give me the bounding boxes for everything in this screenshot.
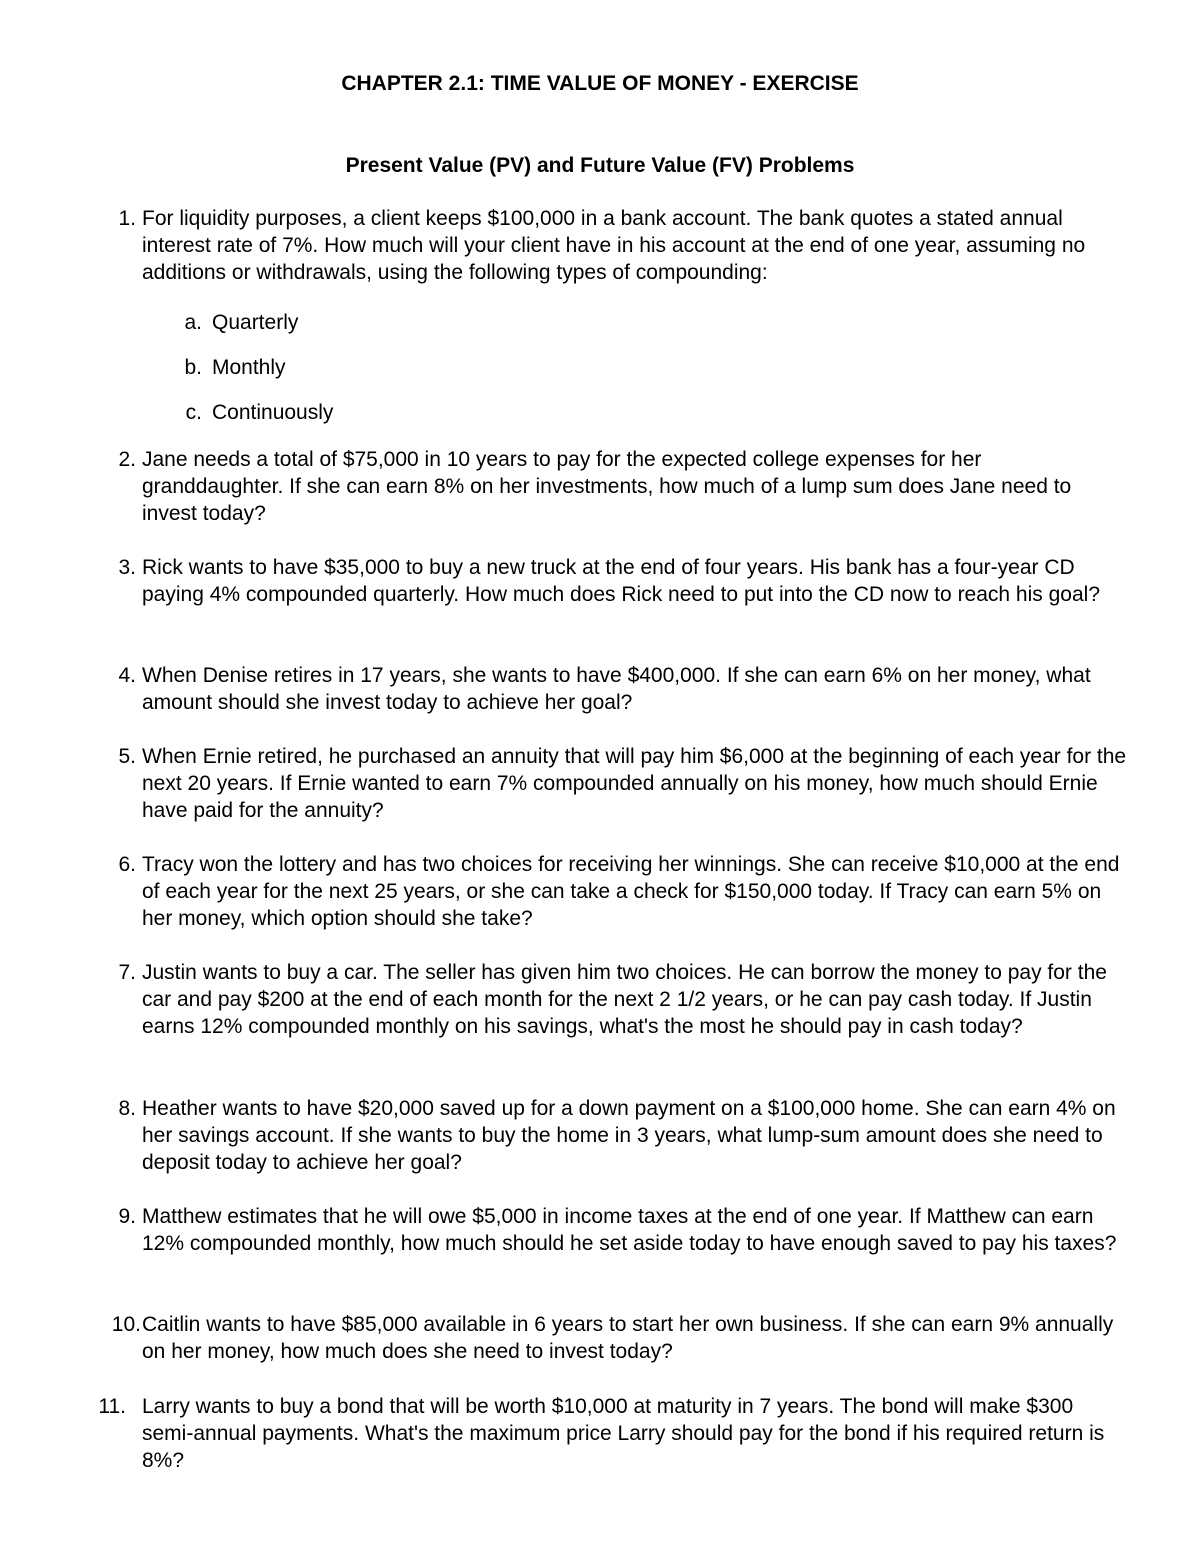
problem-7 <box>118 959 1127 1040</box>
problem-text: Rick wants to have $35,000 to buy a new truck at the end of four years. His bank has a four-year CD paying 4% compounded quarterly. How much does Rick need to put into the CD now to reach his goal? <box>142 556 1100 606</box>
subitem-c <box>185 399 334 426</box>
problem-number: 2. <box>118 448 136 471</box>
subitem-text: Quarterly <box>212 311 299 334</box>
problem-number: 1. <box>118 207 136 230</box>
problem-number: 9. <box>118 1205 136 1228</box>
problem-text: Heather wants to have $20,000 saved up for a down payment on a $100,000 home. She can earn 4% on her savings account. If she wants to buy the home in 3 years, what lump-sum amount does she need to deposit today to achieve her goal? <box>142 1097 1116 1174</box>
subitem-letter: b. <box>184 356 202 379</box>
problem-text: Larry wants to buy a bond that will be worth $10,000 at maturity in 7 years. The bond will make $300 semi-annual payments. What's the maximum price Larry should pay for the bond if his required return is 8%? <box>142 1395 1105 1472</box>
problem-number: 10. <box>111 1313 141 1336</box>
problem-text: For liquidity purposes, a client keeps $100,000 in a bank account. The bank quotes a stated annual interest rate of 7%. How much will your client have in his account at the end of one year, assuming no additions or withdrawals, using the following types of compounding: <box>142 207 1086 284</box>
problem-text: Matthew estimates that he will owe $5,000 in income taxes at the end of one year. If Matthew can earn 12% compounded monthly, how much should he set aside today to have enough saved to pay his taxes? <box>142 1205 1117 1255</box>
page-title: CHAPTER 2.1: TIME VALUE OF MONEY - EXERCISE <box>341 72 859 95</box>
problem-text: When Denise retires in 17 years, she wants to have $400,000. If she can earn 6% on her money, what amount should she invest today to achieve her goal? <box>142 664 1091 714</box>
problem-number: 4. <box>118 664 136 687</box>
problem-text: Caitlin wants to have $85,000 available in 6 years to start her own business. If she can earn 9% annually on her money, how much does she need to invest today? <box>142 1313 1114 1363</box>
subitem-text: Monthly <box>212 356 286 379</box>
problem-number: 3. <box>118 556 136 579</box>
section-heading: Present Value (PV) and Future Value (FV) Problems <box>345 154 855 177</box>
subitem-letter: a. <box>184 311 202 334</box>
subitem-a <box>184 309 299 336</box>
problem-number: 7. <box>118 961 136 984</box>
problem-11 <box>98 1393 1127 1474</box>
problem-2 <box>118 446 1127 527</box>
problem-4 <box>118 662 1127 716</box>
problem-text: Tracy won the lottery and has two choices for receiving her winnings. She can receive $10,000 at the end of each year for the next 25 years, or she can take a check for $150,000 today. If Tracy can earn 5% on her money, which option should she take? <box>142 853 1120 930</box>
problem-10 <box>111 1311 1127 1365</box>
problem-3 <box>118 554 1127 608</box>
subitem-text: Continuously <box>212 401 334 424</box>
problem-5 <box>118 743 1127 824</box>
problem-6 <box>118 851 1127 932</box>
problem-text: Justin wants to buy a car. The seller has given him two choices. He can borrow the money to pay for the car and pay $200 at the end of each month for the next 2 1/2 years, or he can pay cash today. If Justin earns 12% compounded monthly on his savings, what's the most he should pay in cash today? <box>142 961 1107 1038</box>
problem-text: When Ernie retired, he purchased an annuity that will pay him $6,000 at the beginning of each year for the next 20 years. If Ernie wanted to earn 7% compounded annually on his money, how much should Ernie have paid for the annuity? <box>142 745 1127 822</box>
problem-number: 11. <box>98 1395 126 1418</box>
problem-number: 6. <box>118 853 136 876</box>
problem-text: Jane needs a total of $75,000 in 10 years to pay for the expected college expenses for her granddaughter. If she can earn 8% on her investments, how much of a lump sum does Jane need to invest today? <box>142 448 1072 525</box>
problem-1 <box>118 205 1127 286</box>
subitem-b <box>184 354 286 381</box>
subitem-letter: c. <box>185 401 202 424</box>
problem-8 <box>118 1095 1127 1176</box>
problem-number: 5. <box>118 745 136 768</box>
problem-number: 8. <box>118 1097 136 1120</box>
problem-9 <box>118 1203 1127 1257</box>
